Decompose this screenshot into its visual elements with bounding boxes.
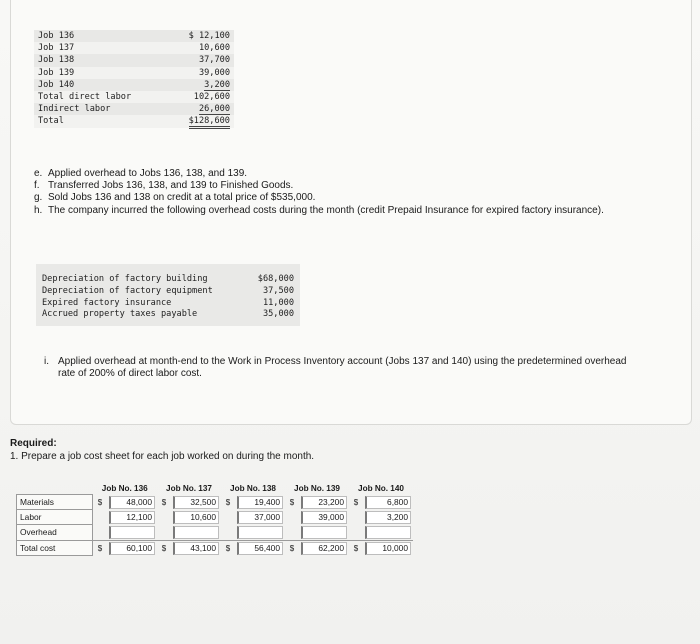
job-cost-sheet: [16, 482, 413, 556]
labor-input-job138[interactable]: 37,000: [237, 511, 283, 524]
labor-table: [34, 30, 234, 128]
overhead-label: Depreciation of factory building: [42, 274, 208, 284]
labor-input-job140[interactable]: 3,200: [365, 511, 411, 524]
step-e: [34, 168, 634, 180]
total-job140: 10,000: [365, 542, 411, 555]
total-job137: 43,100: [173, 542, 219, 555]
transaction-steps: [34, 168, 634, 217]
job-header: Job No. 138: [230, 483, 276, 493]
step-key: h.: [34, 204, 43, 216]
currency-symbol: $: [221, 540, 235, 556]
job-header: Job No. 139: [294, 483, 340, 493]
step-f: [34, 180, 634, 192]
overhead-row: [36, 286, 300, 298]
step-key: i.: [44, 356, 49, 367]
labor-label: Indirect labor: [34, 103, 168, 115]
currency-symbol: $: [157, 540, 171, 556]
overhead-input-job137[interactable]: [173, 526, 219, 539]
labor-value: 39,000: [168, 67, 234, 79]
overhead-row-sheet: [17, 525, 414, 541]
total-job136: 60,100: [109, 542, 155, 555]
materials-input-job137[interactable]: 32,500: [173, 496, 219, 509]
materials-input-job136[interactable]: 48,000: [109, 496, 155, 509]
labor-label: Job 137: [34, 42, 168, 54]
step-text: Transferred Jobs 136, 138, and 139 to Finished Goods.: [48, 180, 294, 192]
labor-row: [34, 79, 234, 91]
job-header: Job No. 137: [166, 483, 212, 493]
labor-total-value: $128,600: [189, 116, 230, 129]
overhead-row: [36, 309, 300, 321]
labor-row: [34, 30, 234, 42]
step-text: The company incurred the following overhead costs during the month (credit Prepaid Insurance for expired factory insurance).: [48, 204, 604, 216]
labor-label: Job 140: [34, 79, 168, 91]
row-label: Total cost: [17, 540, 93, 556]
labor-input-job139[interactable]: 39,000: [301, 511, 347, 524]
job-header: Job No. 136: [101, 483, 148, 493]
step-i: [44, 356, 644, 380]
row-label: Materials: [17, 495, 93, 510]
labor-label: Job 136: [34, 30, 168, 42]
currency-symbol: $: [289, 497, 295, 507]
labor-label: Total direct labor: [34, 91, 168, 103]
labor-label: Job 139: [34, 67, 168, 79]
labor-label: Total: [34, 115, 168, 127]
labor-value: $ 12,100: [168, 30, 234, 42]
materials-input-job140[interactable]: 6,800: [365, 496, 411, 509]
overhead-label: Accrued property taxes payable: [42, 309, 198, 320]
labor-value: 10,600: [168, 42, 234, 54]
overhead-value: 35,000: [262, 309, 294, 320]
overhead-label: Depreciation of factory equipment: [42, 285, 213, 296]
labor-row: [34, 42, 234, 54]
labor-value: 3,200: [204, 79, 230, 90]
overhead-input-job139[interactable]: [301, 526, 347, 539]
currency-symbol: $: [93, 540, 108, 556]
row-label: Labor: [17, 510, 93, 525]
total-cost-row: [17, 540, 414, 556]
step-g: [34, 192, 634, 204]
required-item: 1. Prepare a job cost sheet for each job worked on during the month.: [10, 451, 315, 462]
total-job138: 56,400: [237, 542, 283, 555]
overhead-label: Expired factory insurance: [42, 297, 172, 308]
labor-input-job137[interactable]: 10,600: [173, 511, 219, 524]
overhead-input-job136[interactable]: [109, 526, 155, 539]
overhead-value: 11,000: [262, 297, 294, 308]
materials-input-job139[interactable]: 23,200: [301, 496, 347, 509]
required-heading: Required:: [10, 438, 57, 449]
currency-symbol: $: [161, 497, 167, 507]
labor-row: [34, 67, 234, 79]
overhead-input-job138[interactable]: [237, 526, 283, 539]
overhead-table: [36, 274, 300, 321]
corner-cell: [17, 482, 93, 495]
overhead-row: [36, 298, 300, 310]
labor-row: [34, 115, 234, 127]
labor-row: [34, 91, 234, 103]
labor-value: 102,600: [168, 91, 234, 103]
step-text: Sold Jobs 136 and 138 on credit at a total price of $535,000.: [48, 192, 316, 204]
materials-row: [17, 495, 414, 510]
materials-input-job138[interactable]: 19,400: [237, 496, 283, 509]
labor-value: 26,000: [198, 104, 230, 115]
currency-symbol: $: [97, 497, 103, 507]
currency-symbol: $: [285, 540, 299, 556]
overhead-row: [36, 274, 300, 286]
step-text: Applied overhead to Jobs 136, 138, and 139.: [48, 168, 248, 179]
step-key: e.: [34, 168, 43, 179]
currency-symbol: $: [225, 497, 231, 507]
job-header: Job No. 140: [358, 483, 404, 493]
overhead-value: $68,000: [257, 274, 294, 284]
labor-label: Job 138: [34, 54, 168, 66]
labor-input-job136[interactable]: 12,100: [109, 511, 155, 524]
row-label: Overhead: [17, 525, 93, 541]
currency-symbol: $: [353, 497, 359, 507]
overhead-value: 37,500: [262, 285, 294, 296]
labor-row-sheet: [17, 510, 414, 525]
job-header-row: [17, 482, 414, 495]
total-job139: 62,200: [301, 542, 347, 555]
step-key: g.: [34, 192, 43, 204]
labor-value: 37,700: [168, 54, 234, 66]
labor-row: [34, 54, 234, 66]
labor-row: [34, 103, 234, 115]
overhead-input-job140[interactable]: [365, 526, 411, 539]
step-h: [34, 205, 634, 217]
step-key: f.: [34, 180, 40, 192]
currency-symbol: $: [349, 540, 363, 556]
step-text: Applied overhead at month-end to the Work in Process Inventory account (Jobs 137 and 140) using the predetermined overhead rate of 200% of direct labor cost.: [58, 356, 627, 379]
